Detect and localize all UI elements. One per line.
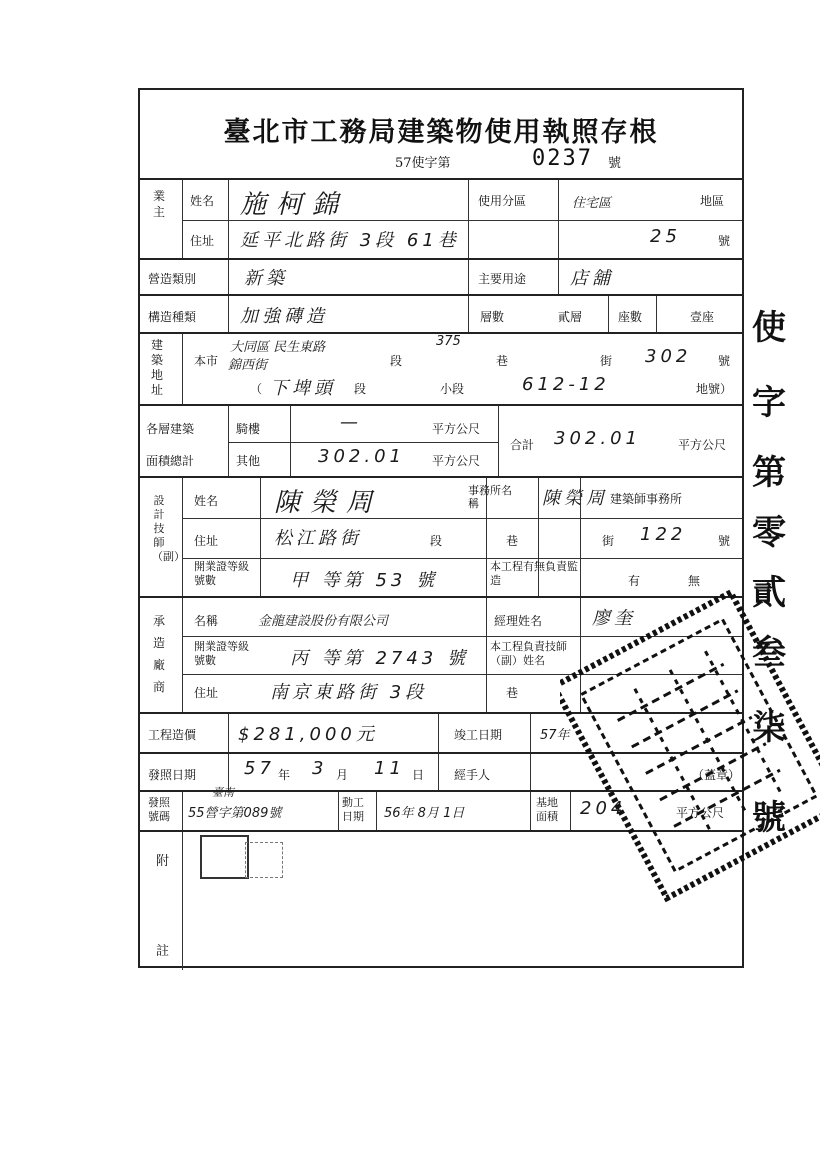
floors-value: 貳層 xyxy=(558,310,583,324)
structure-row xyxy=(140,294,742,334)
designer-supervise-label: 本工程有無負責監造 xyxy=(490,560,578,587)
owner-name: 施柯錦 xyxy=(240,190,349,220)
total-unit: 平方公尺 xyxy=(678,438,727,452)
designer-hao: 號 xyxy=(718,534,731,548)
start-label: 動工日期 xyxy=(342,796,364,823)
contractor-license-label: 開業證等級號數 xyxy=(194,640,249,667)
contractor-tech-label: 本工程負責技師（副）姓名 xyxy=(490,640,567,667)
designer-lane: 巷 xyxy=(506,534,519,548)
arcade-value: — xyxy=(340,412,362,433)
owner-address-label: 住址 xyxy=(190,234,215,248)
side-char-5: 叁 xyxy=(752,633,786,673)
site-street-unit: 街 xyxy=(600,354,613,368)
building-permit-value: 55營字第089號 xyxy=(188,806,282,821)
designer-office-value: 陳榮周 xyxy=(542,488,608,509)
site-small-section: 小段 xyxy=(440,382,465,396)
main-use-label: 主要用途 xyxy=(478,272,527,286)
permit-suffix: 號 xyxy=(608,156,622,171)
other-unit: 平方公尺 xyxy=(432,454,481,468)
construction-row xyxy=(140,258,742,296)
area-section xyxy=(140,404,742,478)
contractor-address-label: 住址 xyxy=(194,686,219,700)
side-char-3: 零 xyxy=(752,513,786,553)
area-label-top: 各層建築 xyxy=(146,422,195,436)
floors-label: 層數 xyxy=(480,310,505,324)
permit-number: 0237 xyxy=(532,146,593,171)
zone-tail: 地區 xyxy=(700,194,725,208)
manager-name: 廖奎 xyxy=(592,608,636,629)
construction-type: 新築 xyxy=(244,268,288,289)
site-section-name: 下埤頭 xyxy=(270,378,336,399)
designer-address-label: 住址 xyxy=(194,534,219,548)
site-area-unit: 平方公尺 xyxy=(676,806,725,820)
issue-year: 57 xyxy=(244,758,275,779)
contractor-name: 金龍建設股份有限公司 xyxy=(258,614,389,629)
issue-month: 3 xyxy=(312,758,328,779)
verification-stamp xyxy=(560,570,820,930)
supervise-yes: 有 xyxy=(628,574,641,588)
arcade-unit: 平方公尺 xyxy=(432,422,481,436)
designer-street: 街 xyxy=(602,534,615,548)
designer-group-label: 設計技師（副） xyxy=(152,494,185,563)
designer-license: 甲 等第 53 號 xyxy=(290,570,439,591)
other-label: 其他 xyxy=(236,454,261,468)
contractor-name-label: 名稱 xyxy=(194,614,219,628)
designer-name-label: 姓名 xyxy=(194,494,219,508)
site-lot: 612-12 xyxy=(522,374,610,395)
site-area-label: 基地面積 xyxy=(536,796,558,823)
designer-office-tail: 建築師事務所 xyxy=(610,492,683,506)
side-char-2: 第 xyxy=(752,453,786,493)
side-char-1: 字 xyxy=(752,383,786,423)
total-value: 302.01 xyxy=(554,428,641,449)
issue-month-unit: 月 xyxy=(336,768,349,782)
side-char-4: 貳 xyxy=(752,573,786,613)
building-permit-label: 發照號碼 xyxy=(148,796,170,823)
other-value: 302.01 xyxy=(318,446,405,467)
supervise-no: 無 xyxy=(688,574,701,588)
contractor-license: 丙 等第 2743 號 xyxy=(290,648,469,669)
designer-address-number: 122 xyxy=(640,524,687,545)
issue-year-unit: 年 xyxy=(278,768,291,782)
cost-value: $281,000元 xyxy=(238,724,378,745)
designer-duan: 段 xyxy=(430,534,443,548)
site-lane: 巷 xyxy=(496,354,509,368)
site-line2-pre: （ xyxy=(250,382,263,396)
owner-section xyxy=(140,178,742,260)
site-sub-street: 錦西街 xyxy=(228,358,268,373)
site-lane-number: 375 xyxy=(436,334,461,349)
building-permit-note: 臺南 xyxy=(212,786,234,799)
arcade-label: 騎樓 xyxy=(236,422,261,436)
small-seal-stamp xyxy=(200,835,249,879)
structure-value: 加強磚造 xyxy=(240,306,328,327)
handler-seal: （蓋章） xyxy=(692,768,741,782)
issue-day: 11 xyxy=(374,758,405,779)
site-lot-label: 地號） xyxy=(696,382,733,396)
site-hao: 號 xyxy=(718,354,731,368)
zone-value: 住宅區 xyxy=(572,196,612,211)
small-seal-box xyxy=(245,842,283,878)
remarks-label-top: 附 xyxy=(156,854,170,869)
site-line2-duan: 段 xyxy=(354,382,367,396)
completion-date: 57年 xyxy=(540,728,570,743)
manager-label: 經理姓名 xyxy=(494,614,543,628)
site-duan: 段 xyxy=(390,354,403,368)
owner-group-label: 業主 xyxy=(152,189,165,219)
buildings-label: 座數 xyxy=(618,310,643,324)
designer-address: 松江路街 xyxy=(274,528,362,549)
structure-label: 構造種類 xyxy=(148,310,197,324)
site-label: 建築地址 xyxy=(150,338,163,397)
form-title: 臺北市工務局建築物使用執照存根 xyxy=(223,117,659,148)
contractor-address: 南京東路街 3段 xyxy=(270,682,428,703)
issue-label: 發照日期 xyxy=(148,768,197,782)
site-section xyxy=(140,332,742,406)
permit-prefix: 57使字第 xyxy=(395,156,451,171)
start-date: 56年 8月 1日 xyxy=(384,806,465,821)
site-line1-pre: 本市 xyxy=(194,354,219,368)
completion-label: 竣工日期 xyxy=(454,728,503,742)
designer-office-label: 事務所名稱 xyxy=(468,484,512,510)
handler-label: 經手人 xyxy=(454,768,491,782)
contractor-group-label: 承造廠商 xyxy=(152,614,165,694)
side-char-7: 號 xyxy=(752,798,786,838)
owner-address-number: 25 xyxy=(650,226,681,247)
site-street: 大同區 民生東路 xyxy=(230,340,326,355)
owner-address: 延平北路街 3段 61巷 xyxy=(240,230,460,251)
designer-name: 陳榮周 xyxy=(274,488,383,518)
owner-address-end: 號 xyxy=(718,234,731,248)
site-area-value: 204 xyxy=(580,798,627,819)
main-use: 店舖 xyxy=(570,268,614,289)
remarks-label-bottom: 註 xyxy=(156,944,170,959)
stamp-label: 電腦核對章 xyxy=(700,760,705,761)
cost-label: 工程造價 xyxy=(148,728,197,742)
area-label-bottom: 面積總計 xyxy=(146,454,195,468)
side-char-6: 柒 xyxy=(752,708,786,748)
total-label: 合計 xyxy=(510,438,535,452)
buildings-value: 壹座 xyxy=(690,310,715,324)
designer-license-label: 開業證等級號數 xyxy=(194,560,249,587)
site-number: 302 xyxy=(645,346,692,367)
zone-label: 使用分區 xyxy=(478,194,527,208)
construction-type-label: 營造類別 xyxy=(148,272,197,286)
side-char-0: 使 xyxy=(752,308,786,348)
issue-day-unit: 日 xyxy=(412,768,425,782)
contractor-lane: 巷 xyxy=(506,686,519,700)
owner-name-label: 姓名 xyxy=(190,194,215,208)
